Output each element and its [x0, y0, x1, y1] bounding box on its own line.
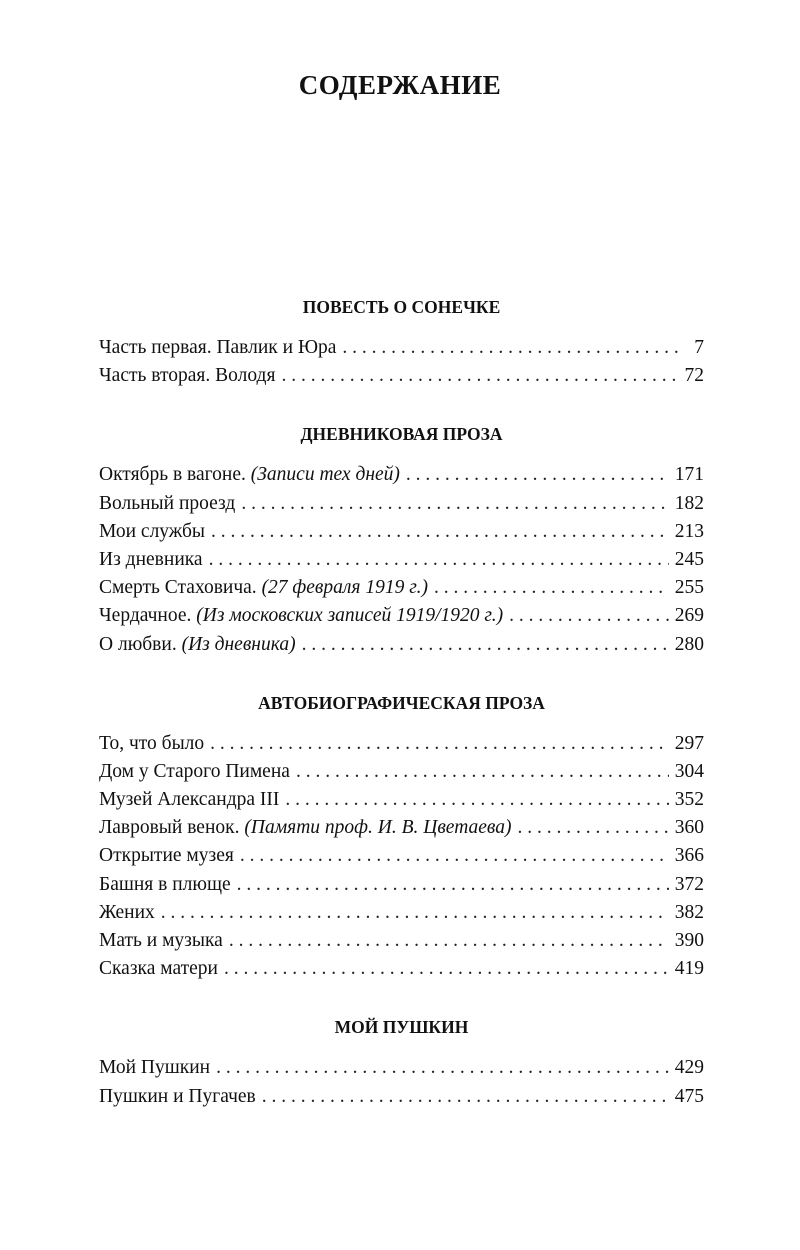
entry-title-text: Мать и музыка: [99, 930, 223, 951]
toc-entry: [99, 461, 704, 489]
entry-note: (27 февраля 1919 г.): [261, 577, 428, 599]
toc-entry: [99, 490, 704, 518]
entry-title: [99, 602, 503, 630]
entry-title-text: Смерть Стаховича.: [99, 577, 257, 599]
entry-title: [99, 814, 512, 842]
entry-title-text: Лавровый венок.: [99, 817, 240, 839]
entry-title: [99, 334, 336, 362]
entry-title-text: Открытие музея: [99, 845, 234, 867]
dot-leader: [210, 730, 669, 758]
entry-page-number: 297: [674, 732, 704, 754]
entry-title-text: Из дневника: [99, 548, 203, 570]
toc-entry: [99, 871, 704, 899]
toc-entry: [99, 955, 704, 983]
entry-title-text: Музей Александра III: [99, 789, 280, 811]
toc-entry: [99, 334, 704, 362]
section-heading: МОЙ ПУШКИН: [334, 1017, 469, 1038]
entry-page-number: 352: [674, 789, 704, 811]
entry-note: (Записи тех дней): [250, 464, 400, 486]
entry-title: [99, 490, 235, 518]
section-moi-pushkin: [99, 1012, 704, 1110]
entry-title-text: Пушкин и Пугачев: [99, 1085, 256, 1107]
dot-leader: [296, 758, 669, 786]
entry-page-number: 255: [674, 577, 704, 599]
entry-title-text: Мои службы: [99, 520, 206, 542]
entry-title-text: О любви.: [99, 633, 177, 655]
toc-entry: [99, 842, 704, 870]
entry-title: [99, 955, 218, 983]
dot-leader: [281, 362, 678, 390]
entry-title: [99, 461, 400, 489]
toc-entry: [99, 786, 704, 814]
entry-title-text: Часть вторая. Володя: [99, 365, 276, 387]
toc-entry: [99, 518, 704, 546]
dot-leader: [342, 334, 682, 362]
toc-entry: [99, 574, 704, 602]
entry-title: [99, 1054, 210, 1082]
dot-leader: [216, 1054, 669, 1082]
entry-note: (Из дневника): [181, 633, 296, 655]
entry-title: [99, 842, 234, 870]
entry-page-number: 382: [674, 901, 704, 923]
dot-leader: [240, 842, 669, 870]
entry-page-number: 280: [674, 633, 704, 655]
dot-leader: [302, 631, 669, 659]
dot-leader: [285, 786, 668, 814]
dot-leader: [406, 461, 669, 489]
entry-title: [99, 574, 428, 602]
entry-page-number: 72: [684, 365, 704, 387]
entry-page-number: 245: [674, 548, 704, 570]
table-of-contents: [99, 292, 704, 1140]
toc-entry: [99, 602, 704, 630]
dot-leader: [237, 871, 669, 899]
page-title: СОДЕРЖАНИЕ: [298, 70, 502, 100]
entry-title-text: Мой Пушкин: [99, 1057, 211, 1079]
toc-entry: [99, 546, 704, 574]
toc-entry: [99, 927, 704, 955]
section-heading: ДНЕВНИКОВАЯ ПРОЗА: [300, 424, 503, 445]
toc-entry: [99, 1083, 704, 1111]
entry-title: [99, 518, 205, 546]
dot-leader: [434, 574, 669, 602]
section-povest-o-sonechke: [99, 292, 704, 390]
entry-title-text: Вольный проезд: [99, 492, 236, 514]
entry-title-text: Башня в плюще: [99, 873, 231, 895]
entry-title: [99, 871, 231, 899]
entry-page-number: 372: [674, 873, 704, 895]
entry-title: [99, 546, 203, 574]
dot-leader: [262, 1083, 669, 1111]
entry-title-text: То, что было: [99, 732, 205, 754]
entry-title: [99, 927, 223, 955]
toc-entry: [99, 631, 704, 659]
entry-title: [99, 758, 290, 786]
entry-title-text: Октябрь в вагоне.: [99, 464, 246, 486]
toc-entry: [99, 362, 704, 390]
dot-leader: [211, 518, 669, 546]
dot-leader: [518, 814, 669, 842]
entry-title-text: Жених: [99, 901, 155, 923]
entry-title: [99, 362, 275, 390]
entry-page-number: 171: [674, 464, 704, 486]
entry-page-number: 390: [674, 930, 704, 951]
dot-leader: [509, 602, 669, 630]
entry-title: [99, 899, 155, 927]
entry-title-text: Чердачное.: [99, 605, 192, 627]
section-avtobiograficheskaya-proza: [99, 688, 704, 984]
toc-entry: [99, 899, 704, 927]
entry-page-number: 269: [674, 605, 704, 627]
section-heading: АВТОБИОГРАФИЧЕСКАЯ ПРОЗА: [258, 692, 545, 713]
entry-title-text: Часть первая. Павлик и Юра: [99, 337, 337, 358]
entry-page-number: 360: [674, 817, 704, 839]
dot-leader: [209, 546, 669, 574]
entry-page-number: 304: [674, 760, 704, 782]
section-heading: ПОВЕСТЬ О СОНЕЧКЕ: [302, 297, 501, 317]
entry-title-text: Сказка матери: [99, 958, 218, 980]
entry-page-number: 475: [674, 1085, 704, 1107]
toc-entry: [99, 1054, 704, 1082]
entry-page-number: 7: [694, 337, 704, 358]
toc-entry: [99, 758, 704, 786]
entry-page-number: 213: [674, 520, 704, 542]
entry-note: (Из московских записей 1919/1920 г.): [196, 605, 504, 627]
entry-title-text: Дом у Старого Пимена: [99, 760, 290, 782]
entry-page-number: 366: [674, 845, 704, 867]
entry-page-number: 419: [674, 958, 704, 980]
dot-leader: [224, 955, 669, 983]
dot-leader: [241, 490, 668, 518]
toc-entry: [99, 730, 704, 758]
entry-title: [99, 730, 204, 758]
entry-page-number: 182: [674, 492, 704, 514]
dot-leader: [161, 899, 669, 927]
entry-title: [99, 631, 296, 659]
section-dnevnikovaya-proza: [99, 419, 704, 658]
entry-page-number: 429: [674, 1057, 704, 1079]
toc-entry: [99, 814, 704, 842]
entry-note: (Памяти проф. И. В. Цветаева): [244, 817, 512, 839]
entry-title: [99, 786, 279, 814]
entry-title: [99, 1083, 256, 1111]
dot-leader: [229, 927, 669, 955]
